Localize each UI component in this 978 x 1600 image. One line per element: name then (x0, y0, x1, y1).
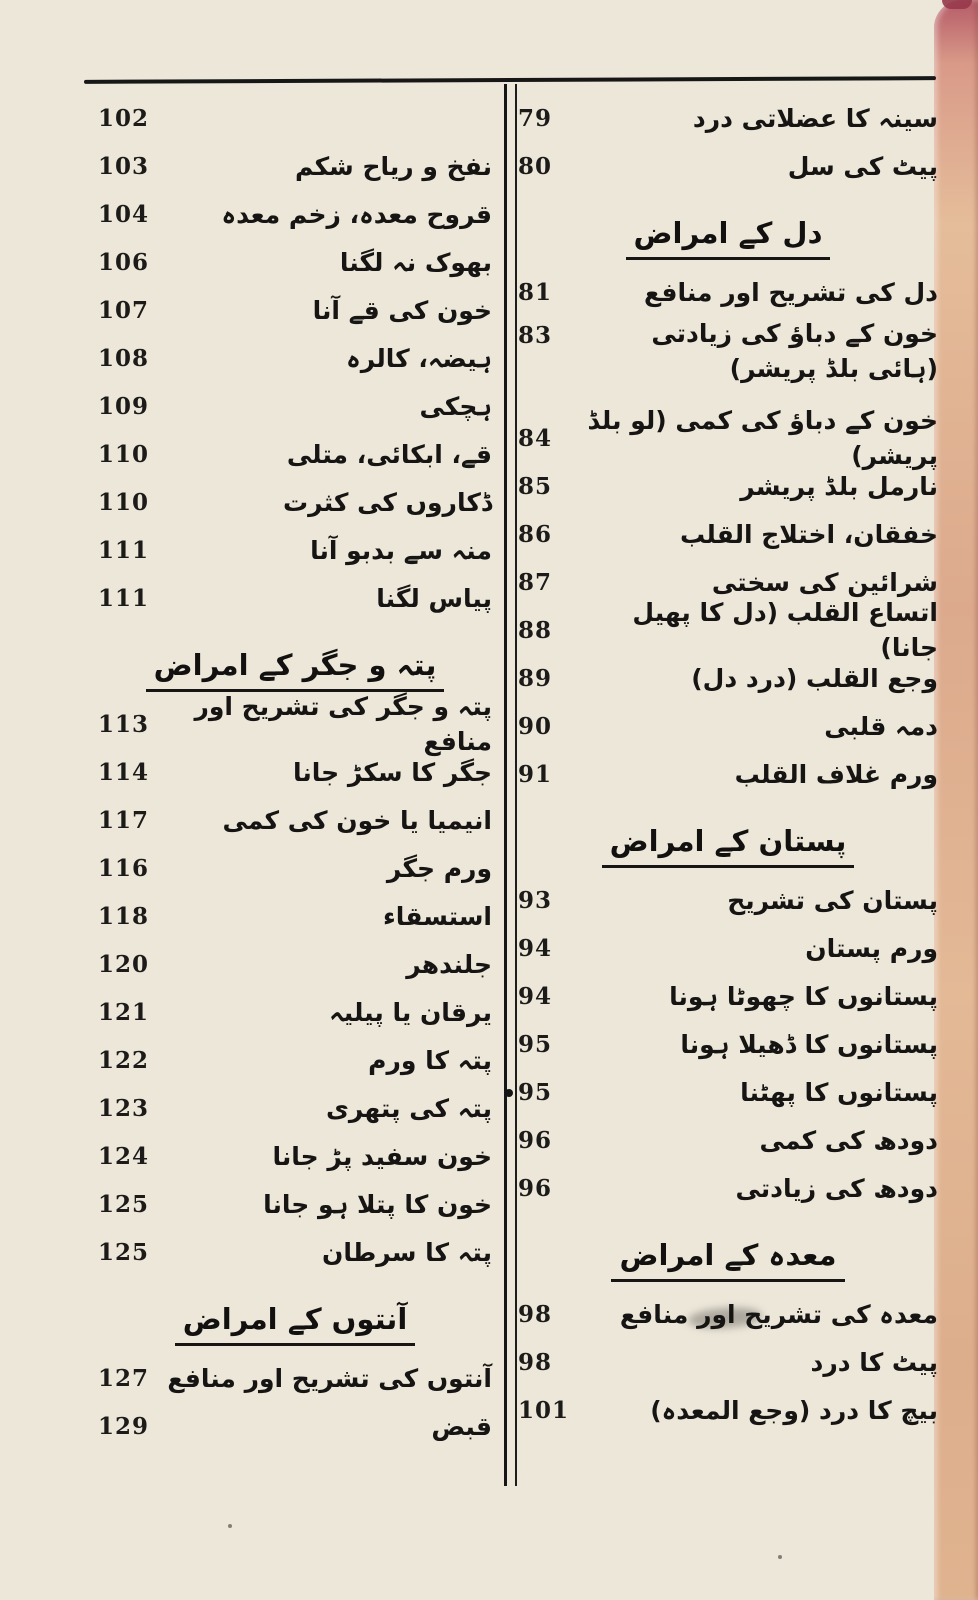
toc-entry (98, 1402, 492, 1450)
ink-speck (228, 1524, 232, 1528)
page-number: 102 (98, 104, 150, 132)
entry-title: خون کے دباؤ کی زیادتی (ہائی بلڈ پریشر) (651, 319, 938, 383)
page-number: 95 (518, 1078, 553, 1106)
toc-entry (518, 510, 938, 558)
entry-title: ڈکاروں کی کثرت (283, 487, 492, 517)
toc-entry (98, 748, 492, 796)
page-number: 113 (98, 710, 150, 738)
page-number: 124 (98, 1142, 150, 1170)
toc-entry (98, 142, 492, 190)
page-number: 121 (98, 998, 150, 1026)
toc-entry (518, 316, 938, 414)
page-number: 86 (518, 520, 553, 548)
section-heading-text: معدہ کے امراض (611, 1238, 844, 1282)
page-number: 123 (98, 1094, 150, 1122)
ink-speck (778, 1555, 782, 1559)
page-number: 122 (98, 1046, 150, 1074)
toc-entry (518, 702, 938, 750)
entry-title: اتساع القلب (دل کا پھیل جانا) (632, 598, 938, 662)
toc-entry (98, 238, 492, 286)
page-number: 118 (98, 902, 150, 930)
toc-entry (98, 190, 492, 238)
entry-title: نارمل بلڈ پریشر (740, 471, 938, 501)
scan-corner-mark (942, 0, 972, 9)
page-number: 117 (98, 806, 150, 834)
entry-title: پتہ کی پتھری (325, 1093, 492, 1123)
page-number: 110 (98, 440, 150, 468)
page-number: 94 (518, 982, 553, 1010)
entry-title: پستانوں کا ڈھیلا ہونا (680, 1029, 938, 1059)
entry-title: خون کے دباؤ کی کمی (لو بلڈ پریشر) (587, 406, 938, 470)
entry-title: دودھ کی زیادتی (735, 1173, 938, 1203)
page-number: 89 (518, 664, 553, 692)
bullet-dot (505, 1089, 513, 1097)
toc-entry (98, 796, 492, 844)
toc-entry (98, 1132, 492, 1180)
entry-title: دودھ کی کمی (759, 1125, 938, 1155)
page-number: 110 (98, 488, 150, 516)
page-number: 111 (98, 536, 150, 564)
toc-entry (98, 1228, 492, 1276)
section-heading-text: پتہ و جگر کے امراض (146, 648, 445, 692)
toc-entry (98, 286, 492, 334)
entry-title: آنتوں کی تشریح اور منافع (167, 1363, 492, 1393)
page-number: 80 (518, 152, 553, 180)
toc-entry (518, 924, 938, 972)
toc-entry (518, 462, 938, 510)
column-divider-rule (504, 84, 517, 1486)
page-number: 94 (518, 934, 553, 962)
toc-entry (98, 892, 492, 940)
toc-entry (518, 142, 938, 190)
page-number: 93 (518, 886, 553, 914)
toc-entry (518, 1116, 938, 1164)
entry-title: یرقان یا پیلیہ (329, 997, 492, 1027)
page-number: 129 (98, 1412, 150, 1440)
toc-entry (518, 406, 938, 470)
entry-title: ہیضہ، کالرہ (346, 343, 492, 373)
toc-entry (518, 1164, 938, 1212)
page-number: 104 (98, 200, 150, 228)
page-number: 120 (98, 950, 150, 978)
entry-title: ورم جگر (386, 853, 492, 883)
page-number: 108 (98, 344, 150, 372)
page-number: 111 (98, 584, 150, 612)
page-number: 79 (518, 104, 553, 132)
toc-entry (518, 750, 938, 798)
entry-title: پیٹ کی سل (787, 151, 938, 181)
page-number: 103 (98, 152, 150, 180)
entry-title: وجع القلب (درد دل) (691, 663, 938, 693)
page-number: 127 (98, 1364, 150, 1392)
page-number: 88 (518, 616, 553, 644)
entry-title: نفخ و ریاح شکم (295, 151, 492, 181)
toc-entry (518, 94, 938, 142)
toc-entry (98, 574, 492, 622)
page-number: 101 (518, 1396, 570, 1424)
toc-entry (98, 1036, 492, 1084)
section-heading-text: دل کے امراض (626, 216, 831, 260)
entry-title: خون کی قے آنا (312, 295, 492, 325)
toc-entry (518, 268, 938, 316)
page-number: 91 (518, 760, 553, 788)
entry-title: پیاس لگنا (376, 583, 492, 613)
section-heading-text: آنتوں کے امراض (175, 1302, 416, 1346)
toc-entry (518, 598, 938, 662)
page-number: 98 (518, 1348, 553, 1376)
entry-title: ہچکی (419, 391, 492, 421)
toc-entry (98, 988, 492, 1036)
toc-entry (98, 1354, 492, 1402)
toc-entry (98, 334, 492, 382)
section-heading (518, 798, 938, 876)
toc-entry (518, 1290, 938, 1338)
entry-title: ورم پستان (805, 933, 938, 963)
toc-entry (518, 1020, 938, 1068)
entry-title: پیٹ کا درد (810, 1347, 938, 1377)
entry-title: شرائین کی سختی (711, 567, 938, 597)
page-number: 125 (98, 1190, 150, 1218)
toc-entry (98, 1180, 492, 1228)
toc-entry (98, 1084, 492, 1132)
toc-entry (98, 382, 492, 430)
toc-column-left (98, 94, 492, 1450)
scan-page-edge (934, 0, 978, 1600)
page-number: 85 (518, 472, 553, 500)
entry-title: خفقان، اختلاج القلب (679, 519, 938, 549)
toc-column-right (518, 94, 938, 1434)
page-number: 84 (518, 424, 553, 452)
page-number: 96 (518, 1174, 553, 1202)
entry-title: قے، ابکائی، متلی (286, 439, 492, 469)
entry-title: ورم غلاف القلب (734, 759, 938, 789)
toc-entry (518, 972, 938, 1020)
entry-title: بیچ کا درد (وجع المعدہ) (650, 1395, 938, 1425)
entry-title: منہ سے بدبو آنا (310, 535, 492, 565)
entry-title: بھوک نہ لگنا (339, 247, 492, 277)
entry-title: پستانوں کا پھٹنا (740, 1077, 938, 1107)
page-number: 98 (518, 1300, 553, 1328)
toc-entry (518, 1386, 938, 1434)
page-number: 109 (98, 392, 150, 420)
entry-title: جلندھر (406, 949, 492, 979)
entry-title: استسقاء (383, 901, 492, 931)
toc-entry (518, 876, 938, 924)
page-number: 95 (518, 1030, 553, 1058)
page-number: 81 (518, 278, 553, 306)
section-heading (98, 1276, 492, 1354)
toc-entry (518, 1338, 938, 1386)
entry-title: پتہ کا ورم (368, 1045, 492, 1075)
page-number: 106 (98, 248, 150, 276)
toc-entry (98, 940, 492, 988)
page-number: 107 (98, 296, 150, 324)
entry-title: قروح معدہ، زخم معدہ (221, 199, 492, 229)
entry-title: سینہ کا عضلاتی درد (692, 103, 938, 133)
page-number: 83 (518, 322, 553, 349)
section-heading (518, 190, 938, 268)
page-number: 90 (518, 712, 553, 740)
entry-title: قبض (431, 1411, 492, 1441)
entry-title: دل کی تشریح اور منافع (644, 277, 938, 307)
entry-title: پستانوں کا چھوٹا ہونا (669, 981, 938, 1011)
toc-entry (98, 692, 492, 756)
entry-title: خون سفید پڑ جانا (272, 1141, 492, 1171)
page-number: 116 (98, 854, 150, 882)
entry-title: پتہ کا سرطان (322, 1237, 492, 1267)
page-number: 87 (518, 568, 553, 596)
entry-title: انیمیا یا خون کی کمی (222, 805, 492, 835)
entry-title: دمہ قلبی (824, 711, 938, 741)
entry-title: معدہ کی تشریح اور منافع (619, 1299, 938, 1329)
page-number: 96 (518, 1126, 553, 1154)
page-number: 125 (98, 1238, 150, 1266)
toc-entry (98, 478, 492, 526)
toc-entry (98, 430, 492, 478)
entry-title: پتہ و جگر کی تشریح اور منافع (194, 692, 492, 756)
page-number: 114 (98, 758, 150, 786)
toc-entry (518, 654, 938, 702)
toc-entry (98, 844, 492, 892)
toc-entry (518, 1068, 938, 1116)
section-heading-text: پستان کے امراض (602, 824, 855, 868)
section-heading (518, 1212, 938, 1290)
entry-title: جگر کا سکڑ جانا (293, 757, 492, 787)
entry-title: پستان کی تشریح (727, 885, 938, 915)
toc-entry (98, 526, 492, 574)
entry-title: خون کا پتلا ہو جانا (263, 1189, 492, 1219)
toc-entry (98, 94, 492, 142)
top-horizontal-rule (84, 76, 936, 84)
